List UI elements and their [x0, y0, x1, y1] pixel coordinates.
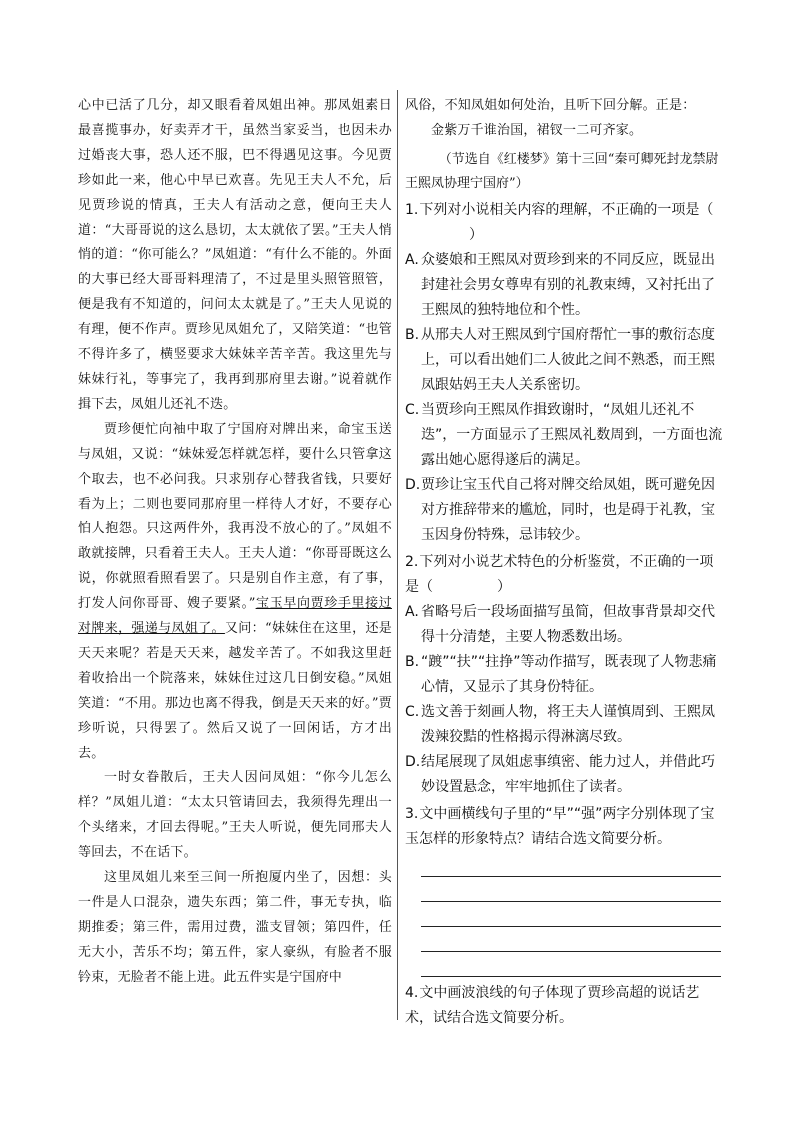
passage-paragraph-1: 心中已活了几分，却又眼看着凤姐出神。那凤姐素日最喜揽事办，好卖弄才干，虽然当家妥当，也因未办过婚丧大事，恐人还不服，巴不得遇见这事。今见贾珍如此一来，他心中早已欢喜。先见王夫人不允，后见贾珍说的情真，王夫人有活动之意，便向王夫人道：“大哥哥说的这么恳切，太太就依了罢。”王夫人悄悄的道：“你可能么？”凤姐道：“有什么不能的。外面的大事已经大哥哥料理清了，不过是里头照管照管，便是我有不知道的，问问太太就是了。”王夫人见说的有理，便不作声。贾珍见凤姐允了，又陪笑道：“也管不得许多了，横竖要求大妹妹辛苦辛苦。我这里先与妹妹行礼，等事完了，我再到那府里去谢。”说着就作揖下去，凤姐儿还礼不迭。: [78, 98, 392, 412]
question-1-option-b: B. 从邢夫人对王熙凤到宁国府帮忙一事的敷衍态度上，可以看出她们二人彼此之间不熟悉，而王熙凤跟姑妈王夫人关系密切。: [405, 326, 715, 393]
paragraph-2-part-a: 贾珍便忙向袖中取了宁国府对牌出来，命宝玉送与凤姐，又说：“妹妹爱怎样就怎样，要什么只管拿这个取去，也不必问我。只求别存心替我省钱，只要好看为上；二则也要同那府里一样待人才好，不要存心怕人抱怨。只这两件外，我再没不放心的了。”凤姐不敢就接牌，只看着王夫人。王夫人道：“你哥哥既这么说，你就照看照看罢了。只是别自作主意，有了事，打发人问你哥哥、嫂子要紧。”: [78, 421, 392, 612]
answer-line[interactable]: [421, 952, 721, 977]
passage-paragraph-3: 一时女眷散后，王夫人因问凤姐：“你今儿怎么样？”凤姐儿道：“太太只管请回去，我须得先理出一个头绪来，才回去得呢。”王夫人听说，便先同邢夫人等回去，不在话下。: [78, 770, 392, 861]
question-2-option-c: C. 选文善于刻画人物，将王夫人谨慎周到、王熙凤泼辣狡黠的性格揭示得淋漓尽致。: [405, 703, 715, 745]
passage-paragraph-2: [78, 418, 392, 767]
question-1-stem: 1.下列对小说相关内容的理解，不正确的一项是（）: [405, 201, 714, 243]
answer-line[interactable]: [421, 902, 721, 927]
question-3: [405, 802, 725, 977]
answer-line[interactable]: [421, 852, 721, 877]
closing-verse: 金紫万千谁治国，裙钗一二可齐家。: [431, 122, 643, 138]
question-1-option-d: D. 贾珍让宝玉代自己将对牌交给凤姐，既可避免因对方推辞带来的尴尬，同时，也是碍于礼教，宝玉因身份特殊，忌讳较少。: [405, 476, 715, 543]
question-2-option-b: B. “踱”“扶”“拄挣”等动作描写，既表现了人物悲痛心情，又显示了其身份特征。: [405, 653, 717, 695]
source-citation: （节选自《红楼梦》第十三回“秦可卿死封龙禁尉 王熙凤协理宁国府”）: [405, 151, 719, 191]
answer-line[interactable]: [421, 877, 721, 902]
answer-line[interactable]: [421, 927, 721, 952]
column-divider: [397, 90, 398, 1020]
paragraph-2-part-b: 又问：“妹妹住在这里，还是天天来呢？若是天天来，越发辛苦了。不如我这里赶着收拾出一个院落来，妹妹住过这几日倒安稳。”凤姐笑道：“不用。那边也离不得我，倒是天天来的好。”贾珍听说，只得罢了。然后又说了一回闲话，方才出去。: [78, 621, 393, 761]
question-2: [405, 550, 725, 800]
question-4: [405, 981, 725, 1031]
question-2-option-d: D. 结尾展现了凤姐虑事缜密、能力过人，并借此巧妙设置悬念，牢牢地抓住了读者。: [405, 753, 715, 795]
passage-left-column: [78, 94, 392, 991]
underlined-sentence: 宝玉早向贾珍手里接过对牌来，强递与凤姐了。: [78, 596, 392, 637]
question-2-stem: 2.下列对小说艺术特色的分析鉴赏，不正确的一项是（ ）: [405, 553, 714, 595]
question-2-option-a: A. 省略号后一段场面描写虽简，但故事背景却交代得十分清楚，主要人物悉数出场。: [405, 603, 715, 645]
question-1-option-c: C. 当贾珍向王熙凤作揖致谢时，“凤姐儿还礼不迭”，一方面显示了王熙凤礼数周到，一方面也流露出她心愿得遂后的满足。: [405, 401, 723, 468]
passage-paragraph-4: 这里凤姐儿来至三间一所抱厦内坐了，因想：头一件是人口混杂，遗失东西；第二件，事无专执，临期推委；第三件，需用过费，滥支冒领；第四件，任无大小，苦乐不均；第五件，家人豪纵，有脸者不服钤束，无脸者不能上进。此五件实是宁国府中: [78, 870, 392, 985]
passage-continuation: 风俗，不知凤姐如何处治，且听下回分解。正是：: [405, 98, 696, 113]
question-4-stem: 4.文中画波浪线的句子体现了贾珍高超的说话艺术，试结合选文简要分析。: [405, 984, 700, 1026]
questions-right-column: [405, 94, 725, 1031]
question-3-stem: 3.文中画横线句子里的“早”“强”两字分别体现了宝玉怎样的形象特点？请结合选文简要分析。: [405, 805, 715, 847]
question-1-option-a: A. 众婆娘和王熙凤对贾珍到来的不同反应，既显出封建社会男女尊卑有别的礼教束缚，又衬托出了王熙凤的独特地位和个性。: [405, 251, 715, 318]
question-1: [405, 198, 725, 548]
